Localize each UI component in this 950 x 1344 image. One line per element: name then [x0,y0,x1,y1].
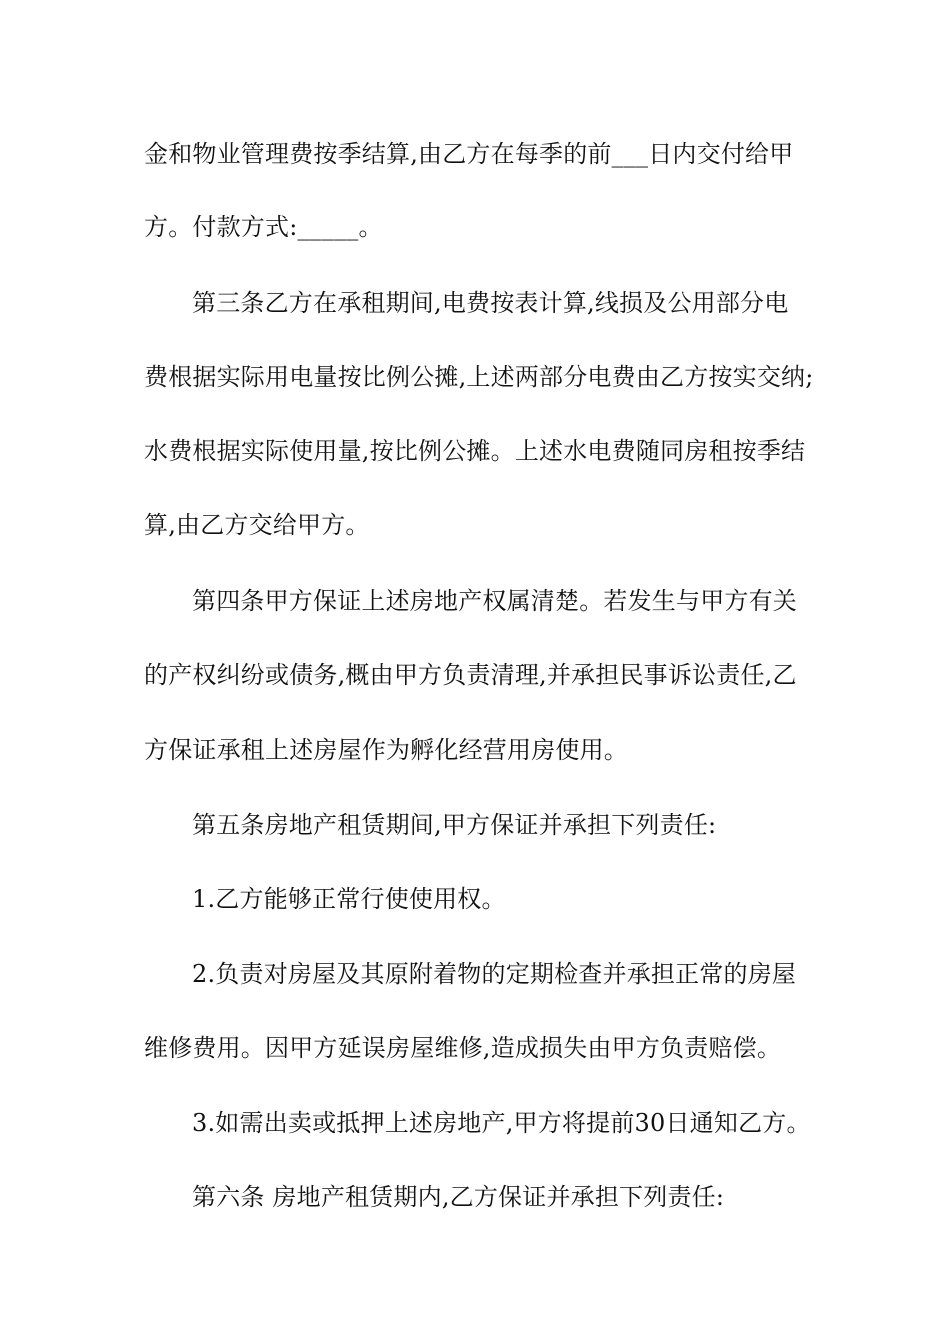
text-line: 算,由乙方交给甲方。 [144,511,370,539]
text-line: 费根据实际用电量按比例公摊,上述两部分电费由乙方按实交纳; [144,363,814,391]
text-line: 第三条乙方在承租期间,电费按表计算,线损及公用部分电 [192,289,789,317]
text-line: 水费根据实际使用量,按比例公摊。上述水电费随同房租按季结 [144,437,806,465]
text-line: 维修费用。因甲方延误房屋维修,造成损失由甲方负责赔偿。 [144,1034,782,1062]
text-line: 1.乙方能够正常行使使用权。 [192,885,506,913]
text-line: 方保证承租上述房屋作为孵化经营用房使用。 [144,736,628,764]
text-line: 2.负责对房屋及其原附着物的定期检查并承担正常的房屋 [192,960,797,988]
text-line: 方。付款方式:_____。 [144,213,383,241]
text-line: 第四条甲方保证上述房地产权属清楚。若发生与甲方有关 [192,587,797,615]
text-line: 第五条房地产租赁期间,甲方保证并承担下列责任: [192,811,717,839]
text-line: 3.如需出卖或抵押上述房地产,甲方将提前30日通知乙方。 [192,1109,811,1137]
text-line: 第六条 房地产租赁期内,乙方保证并承担下列责任: [192,1183,725,1211]
text-line: 的产权纠纷或债务,概由甲方负责清理,并承担民事诉讼责任,乙 [144,661,797,689]
text-line: 金和物业管理费按季结算,由乙方在每季的前___日内交付给甲 [144,140,794,168]
